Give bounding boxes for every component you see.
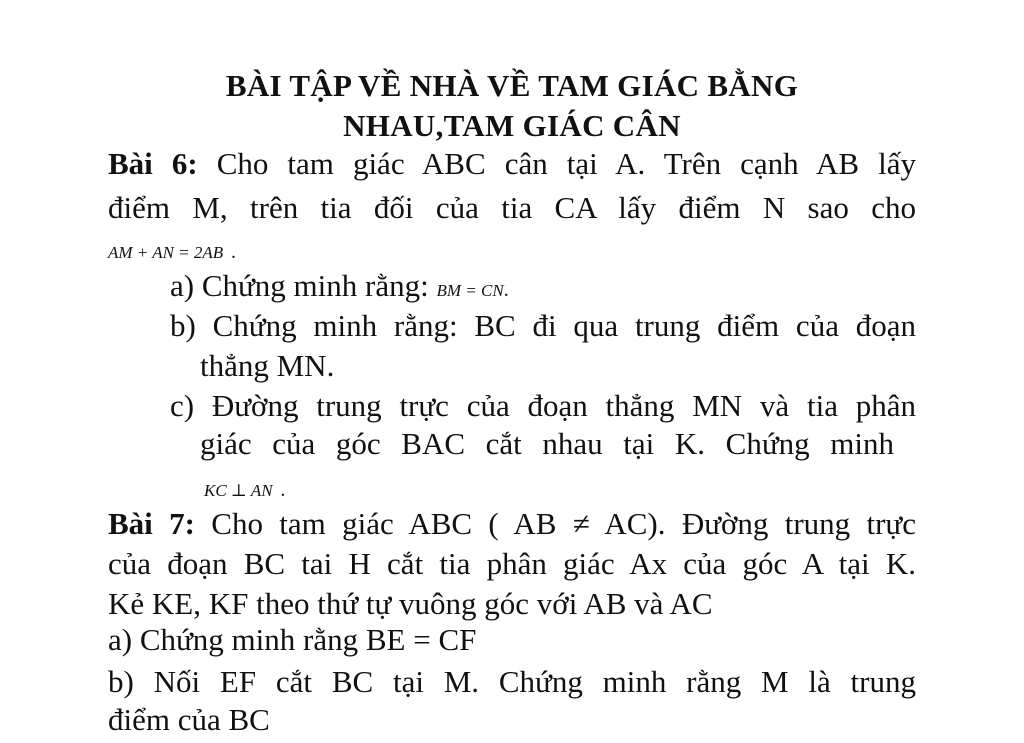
bai6-part-a-text: a) Chứng minh rằng: (170, 268, 429, 303)
bai6-part-b-line-2: thẳng MN. (200, 348, 335, 383)
bai7-line-1 (108, 506, 916, 542)
bai6-math-line (108, 230, 236, 271)
bai7-text-1: Cho tam giác ABC ( AB ≠ AC). Đường trung trực (211, 506, 916, 541)
bai6-part-a-period: . (503, 279, 509, 301)
bai6-text-1: Cho tam giác ABC cân tại A. Trên cạnh AB lấy (216, 146, 916, 181)
bai6-part-c-line-1: c) Đường trung trực của đoạn thẳng MN và tia phân (170, 388, 916, 423)
bai7-line-3: Kẻ KE, KF theo thứ tự vuông góc với AB và AC (108, 586, 713, 621)
bai6-part-c-math-line (204, 468, 285, 509)
bai6-label: Bài 6: (108, 146, 198, 181)
bai7-line-2: của đoạn BC tai H cắt tia phân giác Ax của góc A tại K. (108, 546, 916, 581)
title-line-1: BÀI TẬP VỀ NHÀ VỀ TAM GIÁC BẰNG (225, 68, 799, 103)
bai6-line-1 (108, 146, 916, 182)
bai6-equation: AM + AN = 2AB (108, 243, 224, 262)
bai7-part-a: a) Chứng minh rằng BE = CF (108, 622, 477, 657)
bai6-part-a (170, 268, 509, 309)
bai6-part-a-equation: BM = CN (436, 281, 504, 300)
bai6-part-c-equation: KC ⊥ AN (204, 481, 273, 500)
bai7-label: Bài 7: (108, 506, 195, 541)
bai7-part-b-line-1: b) Nối EF cắt BC tại M. Chứng minh rằng M là trung (108, 664, 916, 699)
bai6-equation-period: . (230, 241, 236, 263)
bai6-part-c-line-2: giác của góc BAC cắt nhau tại K. Chứng minh (200, 426, 894, 461)
title-line-2: NHAU,TAM GIÁC CÂN (343, 108, 681, 143)
bai6-line-2: điểm M, trên tia đối của tia CA lấy điểm N sao cho (108, 190, 916, 225)
bai6-part-b-line-1: b) Chứng minh rằng: BC đi qua trung điểm của đoạn (170, 308, 916, 343)
bai6-part-c-period: . (280, 479, 286, 501)
bai7-part-b-line-2: điểm của BC (108, 702, 270, 737)
